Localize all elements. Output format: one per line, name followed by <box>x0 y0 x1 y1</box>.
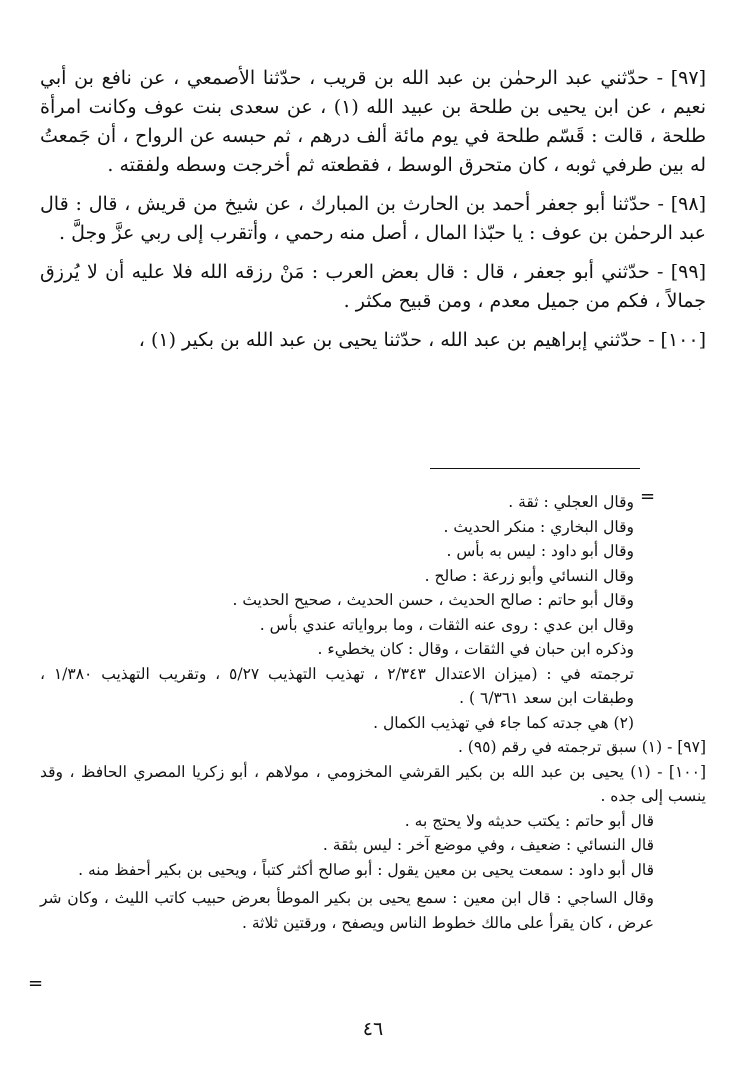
footnote-line: وذكره ابن حبان في الثقات ، وقال : كان يخطيء . <box>317 640 634 658</box>
footnotes <box>40 486 707 935</box>
page-number: ٤٦ <box>362 1018 384 1040</box>
footnote-line: وقال أبو حاتم : صالح الحديث ، حسن الحديث ، صحيح الحديث . <box>232 591 634 609</box>
footnote-line: وقال العجلي : ثقة . <box>508 493 634 511</box>
footnote-separator <box>430 468 640 469</box>
footnote-line: وقال ابن عدي : روى عنه الثقات ، وما برواياته عندي بأس . <box>259 615 634 634</box>
footnote-line: (٢) هي جدته كما جاء في تهذيب الكمال . <box>373 713 634 732</box>
hadith-99: [٩٩] - حدّثني أبو جعفر ، قال : قال بعض العرب : مَنْ رزقه الله فلا عليه أن لا يُرزق جمالاً ، فكم من جميل معدم ، ومن قبيح مكثر . <box>40 261 706 312</box>
continuation-mark-top: = <box>640 486 656 507</box>
footnote-line: قال أبو حاتم : يكتب حديثه ولا يحتج به . <box>404 811 654 830</box>
main-text <box>40 64 706 365</box>
continuation-mark-bottom: = <box>28 973 44 994</box>
footnote-line: قال النسائي : ضعيف ، وفي موضع آخر : ليس بثقة . <box>322 836 654 854</box>
footnote-line: وقال البخاري : منكر الحديث . <box>443 517 634 536</box>
footnote-line: وقال الساجي : قال ابن معين : سمع يحيى بن بكير الموطأ بعرض حبيب كاتب الليث ، وكان شر عرض ، كان يقرأ على مالك خطوط الناس ويصفح ، ورقتين ثلاثة . <box>40 889 654 932</box>
hadith-98: [٩٨] - حدّثنا أبو جعفر أحمد بن الحارث بن المبارك ، عن شيخ من قريش ، قال : قال عبد الرحمٰن بن عوف : يا حبّذا المال ، أصل منه رحمي ، وأتقرب إلى ربي عزَّ وجلَّ . <box>40 193 706 244</box>
footnote-line: قال أبو داود : سمعت يحيى بن معين يقول : أبو صالح أكثر كتباً ، ويحيى بن بكير أحفظ منه . <box>78 860 654 879</box>
footnote-line: [١٠٠] - (١) يحيى بن عبد الله بن بكير القرشي المخزومي ، مولاهم ، أبو زكريا المصري الحافظ ، وقد ينسب إلى جده . <box>40 762 707 805</box>
footnote-line: ترجمته في : (ميزان الاعتدال ٢/٣٤٣ ، تهذيب التهذيب ٥/٢٧ ، وتقريب التهذيب ١/٣٨٠ ، وطبقات ابن سعد ٦/٣٦١ ) . <box>40 664 634 707</box>
footnote-line: [٩٧] - (١) سبق ترجمته في رقم (٩٥) . <box>457 738 706 756</box>
hadith-97: [٩٧] - حدّثني عبد الرحمٰن بن عبد الله بن قريب ، حدّثنا الأصمعي ، عن نافع بن أبي نعيم ، عن ابن يحيى بن طلحة بن عبيد الله (١) ، عن سعدى بنت عوف وكانت امرأة طلحة ، قالت : قَسّم طلحة في يوم مائة ألف درهم ، ثم حبسه عن الرواح ، أن جَمعتُ له بين طرفي ثوبه ، كان متحرق الوسط ، فقطعته ثم أخرجت وسطه ولفقته . <box>40 67 706 176</box>
footnote-line: وقال أبو داود : ليس به بأس . <box>446 542 634 560</box>
footnote-line: وقال النسائي وأبو زرعة : صالح . <box>424 566 634 585</box>
hadith-100: [١٠٠] - حدّثني إبراهيم بن عبد الله ، حدّثنا يحيى بن عبد الله بن بكير (١) ، <box>138 329 706 351</box>
